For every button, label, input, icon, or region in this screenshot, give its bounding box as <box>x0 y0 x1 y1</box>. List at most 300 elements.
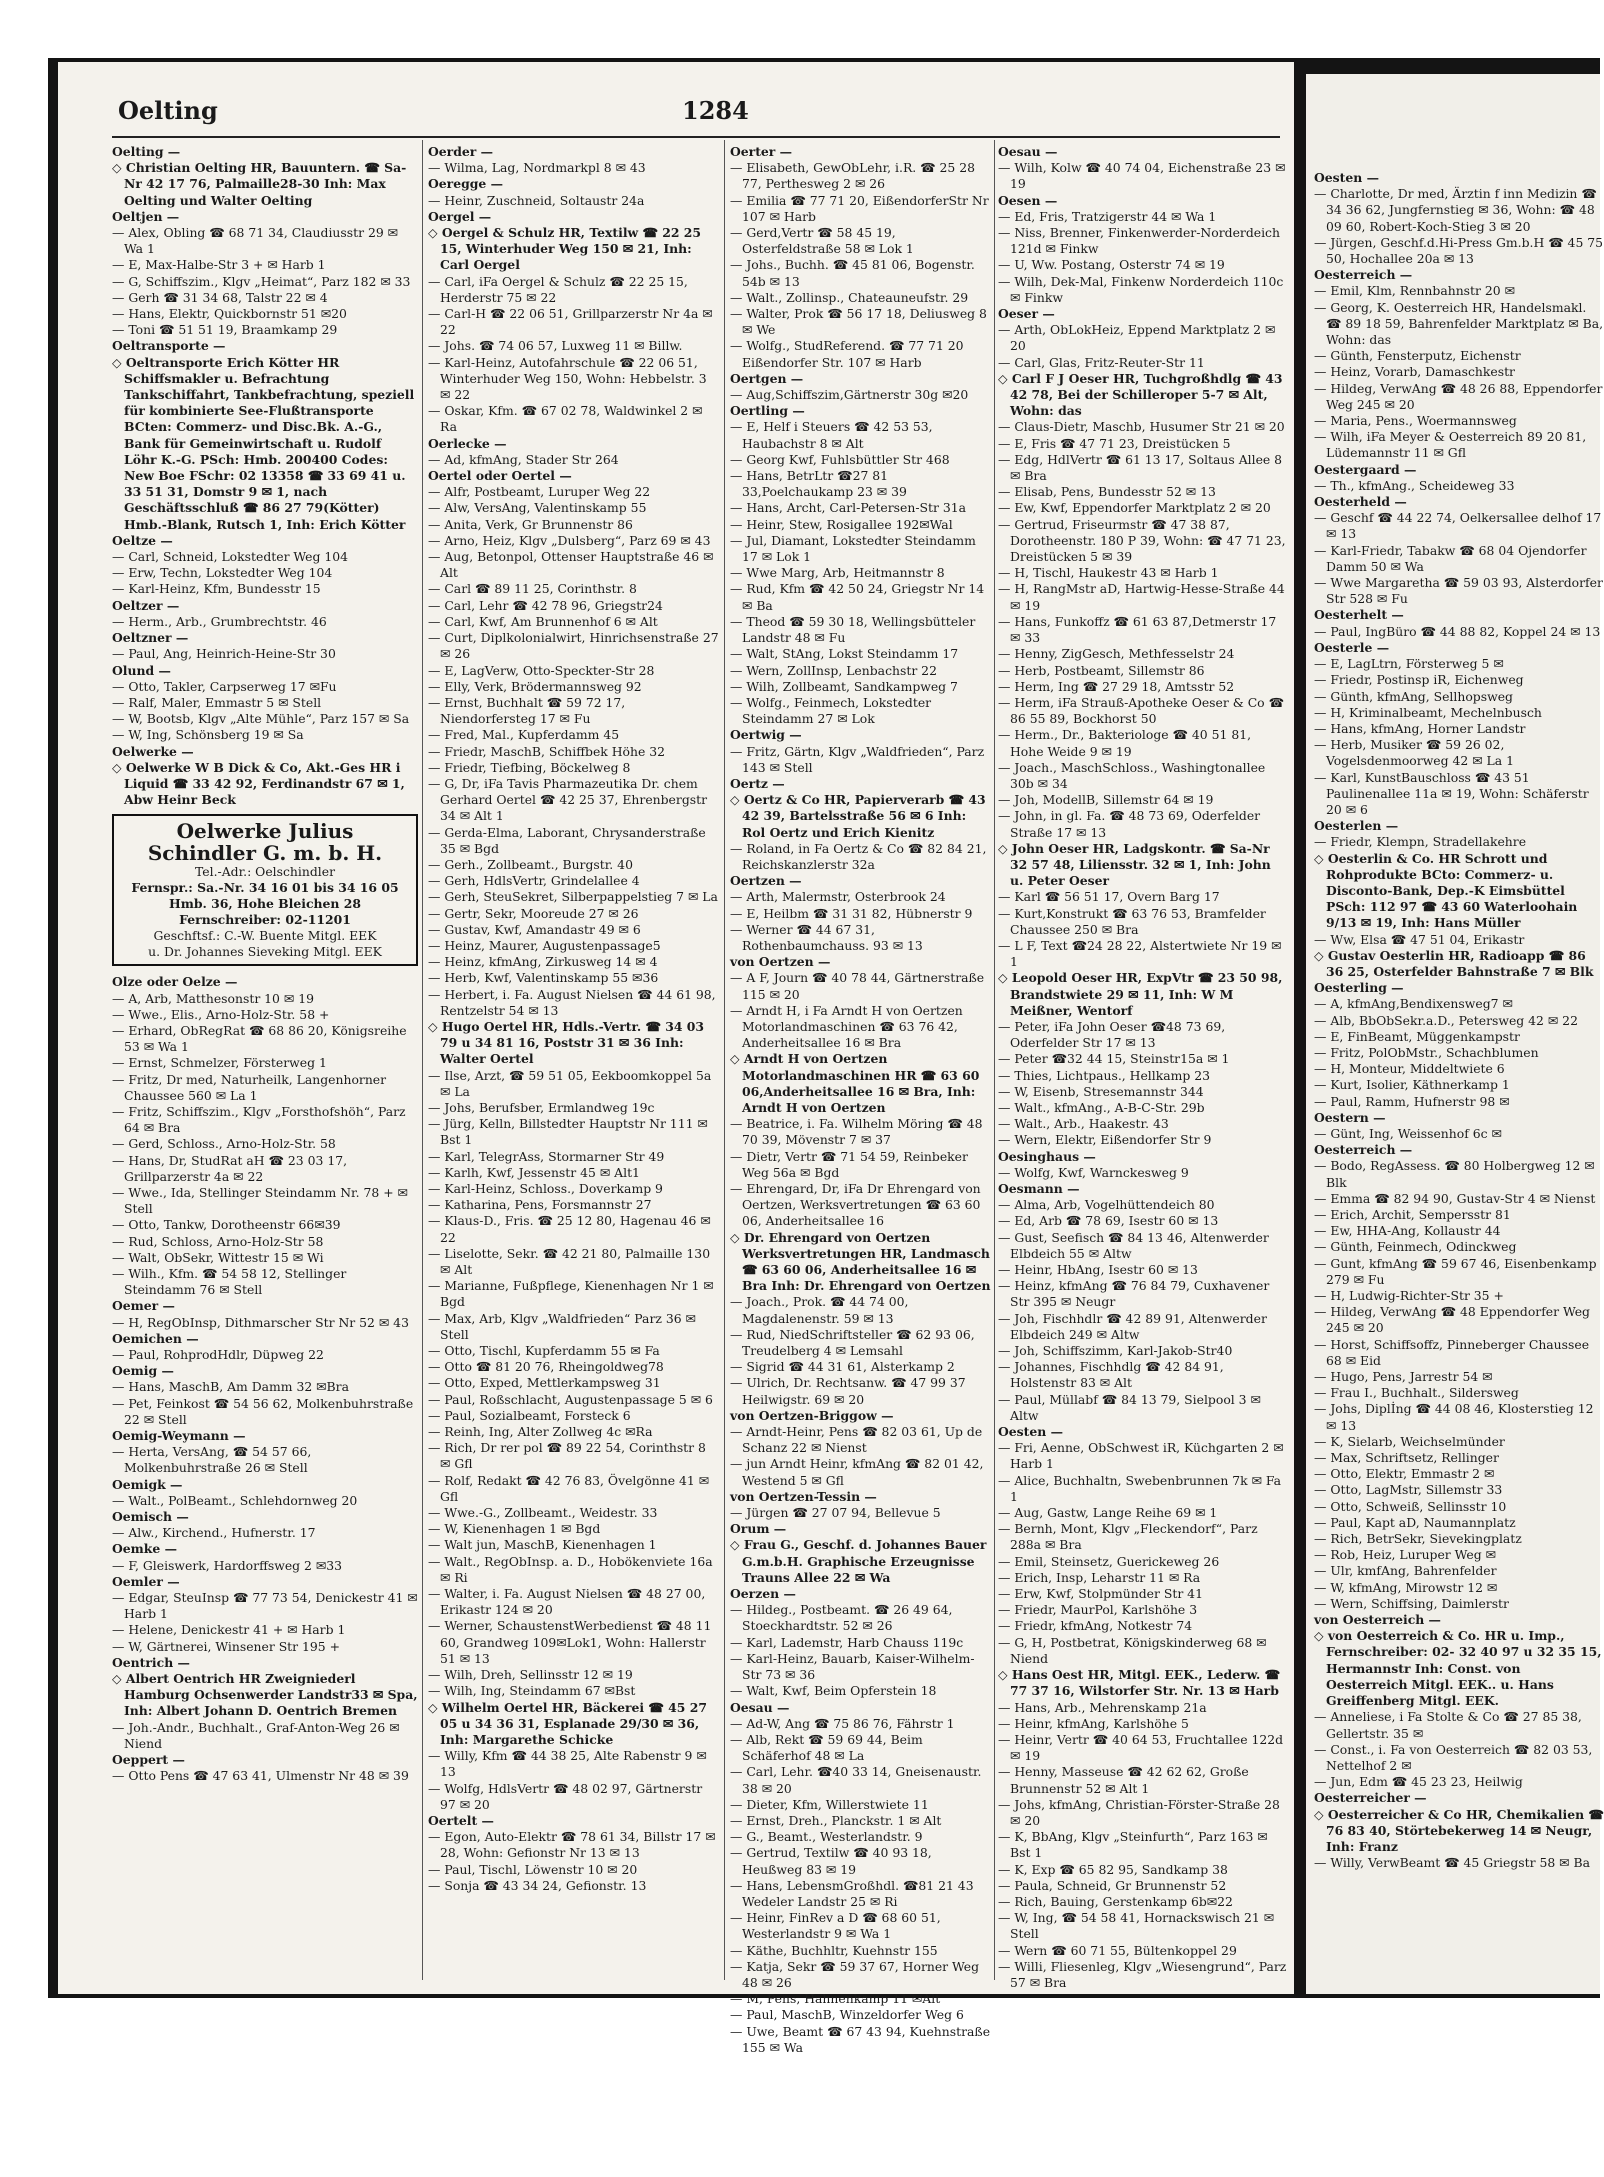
directory-entry: — Rich, BetrSekr, Sievekingplatz <box>1314 1531 1522 1547</box>
directory-entry: — Carl, Glas, Fritz-Reuter-Str 11 <box>998 354 1205 370</box>
directory-entry: — Aug, Gastw, Lange Reihe 69 ✉ 1 <box>998 1505 1218 1521</box>
directory-entry: — Ew, Kwf, Eppendorfer Marktplatz 2 ✉ 20 <box>998 500 1271 516</box>
directory-entry: — Otto ☎ 81 20 76, Rheingoldweg78 <box>428 1359 664 1375</box>
directory-entry: — W, Kienenhagen 1 ✉ Bgd <box>428 1521 601 1537</box>
directory-entry: — H, RegObInsp, Dithmarscher Str Nr 52 ✉ 43 <box>112 1314 409 1330</box>
directory-entry: — Wilma, Lag, Nordmarkpl 8 ✉ 43 <box>428 160 646 176</box>
directory-entry: — Günth, kfmAng, Sellhopsweg <box>1314 688 1513 704</box>
directory-entry: — Herm., Arb., Grumbrechtstr. 46 <box>112 613 327 629</box>
directory-entry: — Karl, Lademstr, Harb Chauss 119c <box>730 1634 964 1650</box>
directory-entry: — Paul, Ang, Heinrich-Heine-Str 30 <box>112 646 336 662</box>
directory-heading: Oeppert — <box>112 1752 185 1768</box>
directory-entry: — Gerd, Schloss., Arno-Holz-Str. 58 <box>112 1136 336 1152</box>
directory-entry: — Otto, Tischl, Kupferdamm 55 ✉ Fa <box>428 1343 660 1359</box>
ad-address: Hmb. 36, Hohe Bleichen 28 <box>169 896 361 912</box>
directory-heading: Oeltze — <box>112 532 173 548</box>
directory-heading: Oemigk — <box>112 1476 183 1492</box>
directory-heading: Oeltzer — <box>112 597 180 613</box>
directory-heading: ◇ Carl F J Oeser HR, Tuchgroßhdlg ☎ 43 42 78, Bei der Schilleroper 5-7 ✉ Alt, Wohn: das <box>998 370 1283 419</box>
directory-entry: — Heinr, Zuschneid, Soltaustr 24a <box>428 192 645 208</box>
directory-entry: — Willi, Fliesenleg, Klgv „Wiesengrund“, Parz 57 ✉ Bra <box>998 1958 1287 1990</box>
directory-entry: — Walt., Arb., Haakestr. 43 <box>998 1116 1169 1132</box>
directory-entry: — Hans, BetrLtr ☎27 81 33,Poelchaukamp 23 ✉ 39 <box>730 468 907 500</box>
directory-entry: — Otto, Exped, Mettlerkampsweg 31 <box>428 1375 661 1391</box>
directory-entry: — Uwe, Beamt ☎ 67 43 94, Kuehnstraße 155 ✉ Wa <box>730 2023 991 2055</box>
directory-entry: — Heinr, Stew, Rosigallee 192✉Wal <box>730 516 953 532</box>
directory-entry: — Alice, Buchhaltn, Swebenbrunnen 7k ✉ Fa 1 <box>998 1472 1282 1504</box>
directory-entry: — Erhard, ObRegRat ☎ 68 86 20, Königsreihe 53 ✉ Wa 1 <box>112 1022 407 1055</box>
directory-heading: ◇ von Oesterreich & Co. HR u. Imp., Fernschreiber: 02- 32 40 97 u 32 35 15, Hermannstr Inh: Const. von Oesterreich Mitgl. EEK.. u. Hans Greiffenberg Mitgl. EEK. <box>1314 1628 1602 1709</box>
directory-entry: — Karl-Heinz, Bauarb, Kaiser-Wilhelm-Str 73 ✉ 36 <box>730 1650 975 1683</box>
directory-entry: — Kurt, Isolier, Käthnerkamp 1 <box>1314 1077 1510 1093</box>
directory-heading: Oertelt — <box>428 1812 494 1828</box>
directory-entry: — Charlotte, Dr med, Ärztin f inn Medizin ☎ 34 36 62, Jungfernstieg ✉ 36, Wohn: ☎ 48 09 60, Robert-Koch-Stieg 3 ✉ 20 <box>1314 186 1597 234</box>
directory-entry: — Walt, StAng, Lokst Steindamm 17 <box>730 646 959 662</box>
directory-entry: — Gunt, kfmAng ☎ 59 67 46, Eisenbenkamp 279 ✉ Fu <box>1314 1255 1597 1287</box>
directory-heading: ◇ Hugo Oertel HR, Hdls.-Vertr. ☎ 34 03 79 u 34 81 16, Poststr 31 ✉ 36 Inh: Walter Oertel <box>428 1018 705 1067</box>
directory-entry: — Heinr, FinRev a D ☎ 68 60 51, Westerlandstr 9 ✉ Wa 1 <box>730 1910 941 1942</box>
directory-entry: — Dietr, Vertr ☎ 71 54 59, Reinbeker Weg 56a ✉ Bgd <box>730 1148 968 1180</box>
directory-entry: — Karlh, Kwf, Jessenstr 45 ✉ Alt1 <box>428 1164 640 1180</box>
ad-name-line-1: Oelwerke Julius <box>176 819 354 844</box>
directory-entry: — Herbert, i. Fa. August Nielsen ☎ 44 61 98, Rentzelstr 54 ✉ 13 <box>428 986 716 1018</box>
directory-heading: ◇ Oesterreicher & Co HR, Chemikalien ☎ 76 83 40, Störtebekerweg 14 ✉ Neugr, Inh: Franz <box>1314 1806 1604 1854</box>
directory-entry: — Walt, Kwf, Beim Opferstein 18 <box>730 1683 937 1699</box>
directory-entry: — Helene, Denickestr 41 + ✉ Harb 1 <box>112 1622 346 1638</box>
directory-entry: — H, Kriminalbeamt, Mechelnbusch <box>1314 704 1542 720</box>
directory-entry: — Heinr, HbAng, Isestr 60 ✉ 13 <box>998 1262 1198 1278</box>
directory-entry: — Edgar, SteuInsp ☎ 77 73 54, Denickestr 41 ✉ Harb 1 <box>112 1590 418 1622</box>
directory-entry: — G., Beamt., Westerlandstr. 9 <box>730 1829 923 1845</box>
directory-entry: — Joh, Schiffszimm, Karl-Jakob-Str40 <box>998 1343 1233 1359</box>
directory-entry: — Carl, Lehr ☎ 42 78 96, Griegstr24 <box>428 597 663 613</box>
directory-entry: — Paul, Müllabf ☎ 84 13 79, Sielpool 3 ✉ Altw <box>998 1391 1261 1423</box>
directory-entry: — Willy, Kfm ☎ 44 38 25, Alte Rabenstr 9 ✉ 13 <box>428 1748 707 1780</box>
directory-entry: — Herb, Kwf, Valentinskamp 55 ✉36 <box>428 970 659 986</box>
directory-entry: — Carl, Kwf, Am Brunnenhof 6 ✉ Alt <box>428 613 658 629</box>
directory-entry: — Paul, Tischl, Löwenstr 10 ✉ 20 <box>428 1861 638 1877</box>
directory-entry: — Anneliese, i Fa Stolte & Co ☎ 27 85 38, Gellertstr. 35 ✉ <box>1314 1709 1582 1741</box>
directory-entry: — G, Schiffszim., Klgv „Heimat“, Parz 182 ✉ 33 <box>112 273 411 289</box>
directory-entry: — Hans, Elektr, Quickbornstr 51 ✉20 <box>112 306 347 322</box>
directory-heading: ◇ John Oeser HR, Ladgskontr. ☎ Sa-Nr 32 57 48, Liliensstr. 32 ✉ 1, Inh: John u. Peter Oeser <box>998 840 1271 889</box>
column-4 <box>998 144 1288 1990</box>
directory-entry: — Jul, Diamant, Lokstedter Steindamm 17 ✉ Lok 1 <box>730 532 976 565</box>
directory-heading: Oemler — <box>112 1573 180 1589</box>
directory-entry: — Ehrengard, Dr, iFa Dr Ehrengard von Oertzen, Werksvertretungen ☎ 63 60 06, Anderheitsallee 16 <box>730 1181 981 1229</box>
directory-heading: von Oertzen-Briggow — <box>730 1407 894 1423</box>
directory-entry: — Johannes, Fischhdlg ☎ 42 84 91, Holstenstr 83 ✉ Alt <box>998 1359 1224 1391</box>
directory-entry: — Ernst, Schmelzer, Försterweg 1 <box>112 1055 327 1071</box>
next-page-entries <box>1314 170 1604 1871</box>
directory-entry: — Günth, Feinmech, Odinckweg <box>1314 1239 1517 1255</box>
directory-entry: — Rich, Bauing, Gerstenkamp 6b✉22 <box>998 1893 1233 1909</box>
directory-entry: — Emilia ☎ 77 71 20, EißendorferStr Nr 107 ✉ Harb <box>730 192 989 224</box>
directory-entry: — Karl-Heinz, Kfm, Bundesstr 15 <box>112 581 321 597</box>
directory-entry: — Elisab, Pens, Bundesstr 52 ✉ 13 <box>998 484 1216 500</box>
directory-entry: — Niss, Brenner, Finkenwerder-Norderdeich 121d ✉ Finkw <box>998 225 1280 257</box>
directory-heading: Oerlecke — <box>428 435 507 451</box>
directory-entry: — Oskar, Kfm. ☎ 67 02 78, Waldwinkel 2 ✉ Ra <box>428 403 703 435</box>
directory-entry: — Elisabeth, GewObLehr, i.R. ☎ 25 28 77, Perthesweg 2 ✉ 26 <box>730 160 976 192</box>
directory-heading: von Oesterreich — <box>1314 1612 1441 1628</box>
next-page-column <box>1314 170 1604 1970</box>
directory-heading: ◇ Albert Oentrich HR Zweigniederl Hamburg Ochsenwerder Landstr33 ✉ Spa, Inh: Albert Johann D. Oentrich Bremen <box>112 1671 418 1719</box>
directory-heading: Oertgen — <box>730 370 804 386</box>
directory-entry: — F, Gleiswerk, Hardorffsweg 2 ✉33 <box>112 1557 343 1573</box>
directory-entry: — Wwe.-G., Zollbeamt., Weidestr. 33 <box>428 1505 658 1521</box>
directory-heading: Oemer — <box>112 1298 175 1314</box>
directory-entry: — Reinh, Ing, Alter Zollweg 4c ✉Ra <box>428 1424 653 1440</box>
directory-heading: Oelting — <box>112 144 181 159</box>
directory-entry: — Wilh, Zollbeamt, Sandkampweg 7 <box>730 678 958 694</box>
directory-entry: — W, Bootsb, Klgv „Alte Mühle“, Parz 157 ✉ Sa <box>112 711 410 727</box>
directory-entry: — W, Ing, ☎ 54 58 41, Hornackswisch 21 ✉ Stell <box>998 1910 1275 1942</box>
directory-entry: — Hans, Dr, StudRat aH ☎ 23 03 17, Grillparzerstr 4a ✉ 22 <box>112 1152 348 1184</box>
directory-entry: — Bernh, Mont, Klgv „Fleckendorf“, Parz 288a ✉ Bra <box>998 1521 1258 1553</box>
directory-entry: — Karl, KunstBauschloss ☎ 43 51 Paulinenallee 11a ✉ 19, Wohn: Schäferstr 20 ✉ 6 <box>1314 769 1589 817</box>
directory-entry: — Friedr, Klempn, Stradellakehre <box>1314 834 1527 850</box>
directory-entry: — Rud, NiedSchriftsteller ☎ 62 93 06, Treudelberg 4 ✉ Lemsahl <box>730 1326 975 1359</box>
directory-entry: — Paul, RohprodHdlr, Düpweg 22 <box>112 1347 324 1362</box>
directory-entry: — Walter, i. Fa. August Nielsen ☎ 48 27 00, Erikastr 124 ✉ 20 <box>428 1586 706 1618</box>
directory-entry: — Otto, Takler, Carpserweg 17 ✉Fu <box>112 678 337 694</box>
directory-heading: Oeltzner — <box>112 630 189 646</box>
directory-entry: — Roland, in Fa Oertz & Co ☎ 82 84 21, Reichskanzlerstr 32a <box>730 840 987 872</box>
column-divider <box>422 140 423 1980</box>
directory-heading: Oestergaard — <box>1314 461 1417 477</box>
directory-entry: — Johs., Buchh. ☎ 45 81 06, Bogenstr. 54b ✉ 13 <box>730 257 975 289</box>
directory-entry: — Otto, LagMstr, Sillemstr 33 <box>1314 1482 1503 1498</box>
directory-entry: — Joach., MaschSchloss., Washingtonallee 30b ✉ 34 <box>998 759 1266 791</box>
directory-heading: von Oertzen — <box>730 954 831 970</box>
directory-entry: — E, LagLtrn, Försterweg 5 ✉ <box>1314 656 1504 672</box>
directory-entry: — Pet, Feinkost ☎ 54 56 62, Molkenbuhrstraße 22 ✉ Stell <box>112 1395 414 1427</box>
directory-heading: Oertz — <box>730 775 785 791</box>
directory-heading: ◇ Arndt H von Oertzen Motorlandmaschinen HR ☎ 63 60 06,Anderheitsallee 16 ✉ Bra, Inh: Arndt H von Oertzen <box>730 1051 980 1115</box>
directory-heading: ◇ Leopold Oeser HR, ExpVtr ☎ 23 50 98, Brandstwiete 29 ✉ 11, Inh: W M Meißner, Wentorf <box>998 970 1283 1018</box>
directory-entry: — Günth, Fensterputz, Eichenstr <box>1314 348 1521 364</box>
directory-entry: — M, Pens, Hahnenkamp 11 ✉Alt <box>730 1991 941 2007</box>
directory-entry: — Werner ☎ 44 67 31, Rothenbaumchauss. 93 ✉ 13 <box>730 921 923 953</box>
directory-entry: — E, LagVerw, Otto-Speckter-Str 28 <box>428 662 655 678</box>
directory-entry: — E, Max-Halbe-Str 3 + ✉ Harb 1 <box>112 257 326 273</box>
directory-entry: — Wern ☎ 60 71 55, Bültenkoppel 29 <box>998 1942 1237 1958</box>
directory-entry: — Walt., kfmAng., A-B-C-Str. 29b <box>998 1099 1205 1115</box>
directory-entry: — Otto, Elektr, Emmastr 2 ✉ <box>1314 1466 1495 1482</box>
directory-heading: ◇ Oergel & Schulz HR, Textilw ☎ 22 25 15, Winterhuder Weg 150 ✉ 21, Inh: Carl Oergel <box>428 225 702 273</box>
directory-entry: — Carl, Schneid, Lokstedter Weg 104 <box>112 549 349 565</box>
directory-entry: — Wilh, iFa Meyer & Oesterreich 89 20 81, Lüdemannstr 11 ✉ Gfl <box>1314 429 1587 461</box>
directory-entry: — Hildeg., Postbeamt. ☎ 26 49 64, Stoeckhardtstr. 52 ✉ 26 <box>730 1602 953 1634</box>
directory-entry: — Otto, Tankw, Dorotheenstr 66✉39 <box>112 1217 341 1233</box>
directory-entry: — Henny, ZigGesch, Methfesselstr 24 <box>998 646 1235 662</box>
directory-entry: — Arndt-Heinr, Pens ☎ 82 03 61, Up de Schanz 22 ✉ Nienst <box>730 1424 983 1456</box>
directory-entry: — Friedr, MaurPol, Karlshöhe 3 <box>998 1602 1198 1618</box>
directory-heading: ◇ Oeltransporte Erich Kötter HR Schiffsmakler u. Befrachtung Tankschiffahrt, Tankbefrachtung, speziell für kombinierte See-Flußtransporte BCten: Commerz- und Disc.Bk. A.-G., Bank für Gemeinwirtschaft u. Rudolf Löhr K.-G. PSch: Hmb. 200400 Codes: New Boe FSchr: 02 13358 ☎ 33 69 41 u. 33 51 31, Domstr 9 ✉ 1, nach Geschäftsschluß ☎ 86 27 79(Kötter) Hmb.-Blank, Rutsch 1, Inh: Erich Kötter <box>112 354 415 532</box>
directory-entry: — Walt., RegObInsp. a. D., Hobökenviete 16a ✉ Ri <box>428 1553 713 1585</box>
directory-entry: — Fritz, Gärtn, Klgv „Waldfrieden“, Parz 143 ✉ Stell <box>730 743 985 775</box>
directory-entry: — Paul, Kapt aD, Naumannplatz <box>1314 1514 1516 1530</box>
directory-heading: Oesterreich — <box>1314 267 1413 283</box>
directory-entry: — Wolfg., StudReferend. ☎ 77 71 20 Eißendorfer Str. 107 ✉ Harb <box>730 338 964 370</box>
directory-heading: Oertel oder Oertel — <box>428 468 572 484</box>
directory-entry: — Hans, Funkoffz ☎ 61 63 87,Detmerstr 17 ✉ 33 <box>998 613 1277 646</box>
directory-entry: — Th., kfmAng., Scheideweg 33 <box>1314 477 1515 493</box>
directory-entry: — Alb, Rekt ☎ 59 69 44, Beim Schäferhof 48 ✉ La <box>730 1731 923 1764</box>
page-number: 1284 <box>682 96 749 125</box>
directory-entry: — Friedr, Tiefbing, Böckelweg 8 <box>428 759 631 775</box>
directory-heading: ◇ Wilhelm Oertel HR, Bäckerei ☎ 45 27 05 u 34 36 31, Esplanade 29/30 ✉ 36, Inh: Margarethe Schicke <box>428 1699 707 1747</box>
directory-entry: — Maria, Pens., Woermannsweg <box>1314 413 1517 429</box>
directory-entry: — Erw, Kwf, Stolpmünder Str 41 <box>998 1586 1203 1602</box>
directory-entry: — Alex, Obling ☎ 68 71 34, Claudiusstr 29 ✉ Wa 1 <box>112 225 399 257</box>
directory-entry: — Peter ☎32 44 15, Steinstr15a ✉ 1 <box>998 1051 1230 1067</box>
directory-entry: — Paula, Schneid, Gr Brunnenstr 52 <box>998 1877 1227 1893</box>
directory-entry: — Beatrice, i. Fa. Wilhelm Möring ☎ 48 70 39, Mövenstr 7 ✉ 37 <box>730 1116 983 1148</box>
directory-entry: — Const., i. Fa von Oesterreich ☎ 82 03 53, Nettelhof 2 ✉ <box>1314 1741 1593 1773</box>
directory-entry: — Emma ☎ 82 94 90, Gustav-Str 4 ✉ Nienst <box>1314 1190 1596 1206</box>
directory-entry: — Hans, LebensmGroßhdl. ☎81 21 43 Wedeler Landstr 25 ✉ Ri <box>730 1877 974 1909</box>
advertisement-oelwerke-schindler <box>112 814 418 966</box>
directory-entry: — Gust, Seefisch ☎ 84 13 46, Altenwerder Elbdeich 55 ✉ Altw <box>998 1229 1269 1261</box>
directory-entry: — Emil, Klm, Rennbahnstr 20 ✉ <box>1314 283 1515 299</box>
directory-entry: — Walt jun, MaschB, Kienenhagen 1 <box>428 1537 657 1553</box>
directory-entry: — Hildeg, VerwAng ☎ 48 26 88, Eppendorfer Weg 245 ✉ 20 <box>1314 380 1603 412</box>
column-1-entries-bottom <box>112 974 418 1784</box>
directory-entry: — Marianne, Fußpflege, Kienenhagen Nr 1 ✉ Bgd <box>428 1278 714 1310</box>
directory-entry: — Ilse, Arzt, ☎ 59 51 05, Eekboomkoppel 5a ✉ La <box>428 1067 712 1099</box>
directory-heading: Oentrich — <box>112 1654 190 1670</box>
directory-heading: Oestern — <box>1314 1109 1386 1125</box>
directory-entry: — Günt, Ing, Weissenhof 6c ✉ <box>1314 1125 1502 1141</box>
directory-entry: — Ew, HHA-Ang, Kollaustr 44 <box>1314 1223 1501 1239</box>
directory-entry: — E, Heilbm ☎ 31 31 82, Hübnerstr 9 <box>730 905 973 921</box>
directory-entry: — Walt., PolBeamt., Schlehdornweg 20 <box>112 1492 358 1508</box>
directory-heading: Oertwig — <box>730 727 802 743</box>
directory-entry: — Gertrud, Friseurmstr ☎ 47 38 87, Dorotheenstr. 180 P 39, Wohn: ☎ 47 71 23, Dreistücken 5 ✉ 39 <box>998 516 1286 565</box>
directory-entry: — Walt., Zollinsp., Chateauneufstr. 29 <box>730 289 969 305</box>
directory-entry: — Edg, HdlVertr ☎ 61 13 17, Soltaus Allee 8 ✉ Bra <box>998 451 1283 484</box>
directory-heading: Oesau — <box>730 1699 790 1715</box>
directory-heading: Oemke — <box>112 1541 177 1557</box>
directory-entry: — Ernst, Buchhalt ☎ 59 72 17, Niendorfersteg 17 ✉ Fu <box>428 694 626 727</box>
directory-heading: Oesinghaus — <box>998 1148 1096 1164</box>
directory-heading: Oertling — <box>730 403 805 419</box>
column-1 <box>112 144 418 1980</box>
directory-heading: ◇ Gustav Oesterlin HR, Radioapp ☎ 86 36 25, Osterfelder Bahnstraße 7 ✉ Blk <box>1314 947 1594 979</box>
directory-entry: — Wwe Marg, Arb, Heitmannstr 8 <box>730 565 945 581</box>
directory-entry: — Wilh, Ing, Steindamm 67 ✉Bst <box>428 1683 636 1699</box>
directory-entry: — Gerh, HdlsVertr, Grindelallee 4 <box>428 873 640 889</box>
directory-entry: — Rud, Kfm ☎ 42 50 24, Griegstr Nr 14 ✉ Ba <box>730 581 985 613</box>
column-divider <box>724 140 725 1980</box>
directory-entry: — Alfr, Postbeamt, Luruper Weg 22 <box>428 484 651 500</box>
directory-heading: Oesterle — <box>1314 639 1390 655</box>
directory-entry: — E, Fris ☎ 47 71 23, Dreistücken 5 <box>998 435 1231 451</box>
directory-entry: — Emil, Steinsetz, Guerickeweg 26 <box>998 1553 1220 1569</box>
directory-heading: ◇ Dr. Ehrengard von Oertzen Werksvertretungen HR, Landmasch ☎ 63 60 06, Anderheitsallee 16 ✉Bra Inh: Dr. Ehrengard von Oertzen <box>730 1229 991 1294</box>
directory-entry: — Alma, Arb, Vogelhüttendeich 80 <box>998 1197 1215 1213</box>
directory-entry: — K, BbAng, Klgv „Steinfurth“, Parz 163 ✉ Bst 1 <box>998 1829 1268 1861</box>
directory-heading: Oelwerke — <box>112 743 194 759</box>
directory-entry: — Hans, Archt, Carl-Petersen-Str 31a <box>730 500 967 516</box>
column-1-entries-top <box>112 144 418 808</box>
directory-entry: — Gertrud, Textilw ☎ 40 93 18, Heußweg 83 ✉ 19 <box>730 1845 932 1877</box>
directory-entry: — Johs, kfmAng, Christian-Förster-Straße 28 ✉ 20 <box>998 1796 1280 1828</box>
directory-heading: Oesten — <box>1314 170 1379 185</box>
ad-telex: Fernschreiber: 02-11201 <box>179 912 351 928</box>
directory-entry: — E, Helf i Steuers ☎ 42 53 53, Haubachstr 8 ✉ Alt <box>730 419 933 451</box>
directory-entry: — Kurt,Konstrukt ☎ 63 76 53, Bramfelder Chaussee 250 ✉ Bra <box>998 905 1266 937</box>
directory-entry: — Rob, Heiz, Luruper Weg ✉ <box>1314 1547 1496 1563</box>
column-4-entries <box>998 144 1288 1991</box>
directory-entry: — Ed, Arb ☎ 78 69, Isestr 60 ✉ 13 <box>998 1213 1219 1229</box>
directory-entry: — Rud, Schloss, Arno-Holz-Str 58 <box>112 1233 324 1249</box>
directory-entry: — Georg Kwf, Fuhlsbüttler Str 468 <box>730 451 950 467</box>
ad-phone: Fernspr.: Sa.-Nr. 34 16 01 bis 34 16 05 <box>131 880 399 896</box>
directory-entry: — Herm, iFa Strauß-Apotheke Oeser & Co ☎ 86 55 89, Bockhorst 50 <box>998 694 1285 727</box>
directory-entry: — Jürgen, Geschf.d.Hi-Press Gm.b.H ☎ 45 75 50, Hochallee 20a ✉ 13 <box>1314 234 1604 267</box>
directory-entry: — Herb, Musiker ☎ 59 26 02, Vogelsdenmoorweg 42 ✉ La 1 <box>1314 737 1514 769</box>
directory-entry: — Heinz, kfmAng, Zirkusweg 14 ✉ 4 <box>428 954 658 970</box>
next-page-edge <box>1306 74 1604 1994</box>
directory-entry: — Ulr, kmfAng, Bahrenfelder <box>1314 1563 1497 1579</box>
directory-entry: — Johs, Diplİng ☎ 44 08 46, Klosterstieg 12 ✉ 13 <box>1314 1401 1594 1433</box>
directory-entry: — Wern, ZollInsp, Lenbachstr 22 <box>730 662 937 678</box>
ad-manager-1: Geschftsf.: C.-W. Buente Mitgl. EEK <box>153 928 377 944</box>
directory-entry: — Wilh, Dreh, Sellinsstr 12 ✉ 19 <box>428 1667 633 1683</box>
directory-entry: — Wolfg., Feinmech, Lokstedter Steindamm 27 ✉ Lok <box>730 694 932 727</box>
directory-entry: — Hans, Arb., Mehrenskamp 21a <box>998 1699 1207 1715</box>
directory-entry: — Peter, iFa John Oeser ☎48 73 69, Oderfelder Str 17 ✉ 13 <box>998 1018 1226 1051</box>
directory-entry: — Herm, Ing ☎ 27 29 18, Amtsstr 52 <box>998 678 1235 694</box>
directory-entry: — Johs, Berufsber, Ermlandweg 19c <box>428 1099 655 1115</box>
directory-heading: Oeregge — <box>428 176 504 192</box>
directory-entry: — K, Exp ☎ 65 82 95, Sandkamp 38 <box>998 1861 1228 1877</box>
directory-entry: — Joh, ModellB, Sillemstr 64 ✉ 19 <box>998 792 1214 808</box>
header-rule <box>112 136 1280 138</box>
directory-entry: — H, Tischl, Haukestr 43 ✉ Harb 1 <box>998 565 1219 581</box>
directory-heading: Oerder — <box>428 144 493 159</box>
directory-entry: — Fri, Aenne, ObSchwest iR, Küchgarten 2 ✉ Harb 1 <box>998 1440 1284 1472</box>
column-3-entries <box>730 144 992 2056</box>
directory-heading: Olze oder Oelze — <box>112 974 238 990</box>
directory-heading: Oesterheld — <box>1314 494 1407 510</box>
directory-entry: — Georg, K. Oesterreich HR, Handelsmakl. ☎ 89 18 59, Bahrenfelder Marktplatz ✉ Ba, Wohn: das <box>1314 299 1604 348</box>
directory-entry: — W, Gärtnerei, Winsener Str 195 + <box>112 1638 340 1654</box>
directory-heading: Oesterhelt — <box>1314 607 1404 623</box>
directory-entry: — Geschf ☎ 44 22 74, Oelkersallee delhof 17 ✉ 13 <box>1314 510 1602 542</box>
directory-heading: Oesterreich — <box>1314 1142 1413 1158</box>
directory-entry: — H, Ludwig-Richter-Str 35 + <box>1314 1288 1504 1304</box>
directory-entry: — Henny, Masseuse ☎ 42 62 62, Große Brunnenstr 52 ✉ Alt 1 <box>998 1764 1249 1796</box>
directory-entry: — Wolfg, HdlsVertr ☎ 48 02 97, Gärtnerstr 97 ✉ 20 <box>428 1780 703 1812</box>
directory-entry: — Heinz, Vorarb, Damaschkestr <box>1314 364 1515 380</box>
directory-heading: Oergel — <box>428 208 492 224</box>
directory-heading: Oesen — <box>998 192 1058 208</box>
directory-entry: — Fritz, PolObMstr., Schachblumen <box>1314 1044 1539 1060</box>
directory-entry: — Sigrid ☎ 44 31 61, Alsterkamp 2 <box>730 1359 955 1375</box>
directory-entry: — L F, Text ☎24 28 22, Alstertwiete Nr 19 ✉ 1 <box>998 937 1282 970</box>
directory-entry: — Karl ☎ 56 51 17, Overn Barg 17 <box>998 889 1220 905</box>
directory-entry: — H, RangMstr aD, Hartwig-Hesse-Straße 44 ✉ 19 <box>998 581 1285 613</box>
directory-heading: Oerzen — <box>730 1586 796 1602</box>
directory-entry: — Gustav, Kwf, Amandastr 49 ✉ 6 <box>428 921 641 937</box>
directory-entry: — Fritz, Schiffszim., Klgv „Forsthofshöh“, Parz 64 ✉ Bra <box>112 1103 406 1136</box>
directory-entry: — Walter, Prok ☎ 56 17 18, Deliusweg 8 ✉ We <box>730 306 987 338</box>
directory-entry: — Arth, Malermstr, Osterbrook 24 <box>730 889 946 905</box>
directory-entry: — Karl-Heinz, Schloss., Doverkamp 9 <box>428 1181 663 1196</box>
directory-entry: — Fred, Mal., Kupferdamm 45 <box>428 727 620 743</box>
directory-entry: — Gerd,Vertr ☎ 58 45 19, Osterfeldstraße 58 ✉ Lok 1 <box>730 225 914 257</box>
directory-entry: — John, in gl. Fa. ☎ 48 73 69, Oderfelder Straße 17 ✉ 13 <box>998 808 1261 840</box>
directory-entry: — Curt, Diplkolonialwirt, Hinrichsenstraße 27 ✉ 26 <box>428 630 719 662</box>
directory-entry: — Ralf, Maler, Emmastr 5 ✉ Stell <box>112 694 322 710</box>
directory-entry: — Erich, Insp, Leharstr 11 ✉ Ra <box>998 1569 1201 1585</box>
directory-entry: — Klaus-D., Fris. ☎ 25 12 80, Hagenau 46 ✉ 22 <box>428 1213 711 1245</box>
directory-entry: — Horst, Schiffsoffz, Pinneberger Chaussee 68 ✉ Eid <box>1314 1336 1590 1368</box>
directory-entry: — H, Monteur, Middeltwiete 6 <box>1314 1061 1505 1077</box>
directory-heading: Oeser — <box>998 306 1055 322</box>
directory-entry: — Carl-H ☎ 22 06 51, Grillparzerstr Nr 4a ✉ 22 <box>428 306 713 338</box>
directory-entry: — Ad-W, Ang ☎ 75 86 76, Fährstr 1 <box>730 1715 955 1731</box>
directory-entry: — Paul, IngBüro ☎ 44 88 82, Koppel 24 ✉ 13 <box>1314 623 1601 639</box>
directory-entry: — Wilh, Dek-Mal, Finkenw Norderdeich 110c ✉ Finkw <box>998 273 1284 305</box>
column-divider <box>994 140 995 1980</box>
directory-entry: — Gerda-Elma, Laborant, Chrysanderstraße 35 ✉ Bgd <box>428 824 706 856</box>
directory-entry: — Herm., Dr., Bakteriologe ☎ 40 51 81, Hohe Weide 9 ✉ 19 <box>998 727 1252 759</box>
directory-entry: — Hugo, Pens, Jarrestr 54 ✉ <box>1314 1369 1493 1385</box>
directory-heading: Oesterreicher — <box>1314 1790 1427 1806</box>
directory-entry: — Wern, Elektr, Eißendorfer Str 9 <box>998 1132 1212 1148</box>
ad-telegram-address: Tel.-Adr.: Oelschindler <box>194 864 336 880</box>
directory-heading: ◇ Hans Oest HR, Mitgl. EEK., Lederw. ☎ 77 37 16, Wilstorfer Str. Nr. 13 ✉ Harb <box>998 1667 1281 1699</box>
column-3 <box>730 144 992 2055</box>
running-header-word: Oelting <box>118 96 218 125</box>
directory-entry: — Thies, Lichtpaus., Hellkamp 23 <box>998 1067 1211 1083</box>
directory-entry: — Herb, Postbeamt, Sillemstr 86 <box>998 662 1205 678</box>
directory-entry: — Karl-Heinz, Autofahrschule ☎ 22 06 51, Winterhuder Weg 150, Wohn: Hebbelstr. 3 ✉ 22 <box>428 354 707 403</box>
directory-entry: — Friedr, MaschB, Schiffbek Höhe 32 <box>428 743 666 759</box>
directory-entry: — Theod ☎ 59 30 18, Wellingsbütteler Landstr 48 ✉ Fu <box>730 613 976 646</box>
directory-heading: ◇ Christian Oelting HR, Bauuntern. ☎ Sa-Nr 42 17 76, Palmaille28-30 Inh: Max Oelting und Walter Oelting <box>112 160 407 208</box>
directory-heading: Oesmann — <box>998 1181 1080 1196</box>
directory-entry: — Wolfg, Kwf, Warnckesweg 9 <box>998 1164 1189 1180</box>
directory-entry: — Claus-Dietr, Maschb, Husumer Str 21 ✉ 20 <box>998 419 1285 435</box>
directory-entry: — A F, Journ ☎ 40 78 44, Gärtnerstraße 115 ✉ 20 <box>730 970 985 1002</box>
directory-entry: — Heinr, kfmAng, Karlshöhe 5 <box>998 1715 1189 1731</box>
directory-entry: — Paul, MaschB, Winzeldorfer Weg 6 <box>730 2007 964 2023</box>
directory-entry: — Alb, BbObSekr.a.D., Petersweg 42 ✉ 22 <box>1314 1012 1578 1028</box>
directory-entry: — Heinz, Maurer, Augustenpassage5 <box>428 937 661 953</box>
directory-entry: — Ulrich, Dr. Rechtsanw. ☎ 47 99 37 Heilwigstr. 69 ✉ 20 <box>730 1375 966 1407</box>
directory-heading: Orum — <box>730 1521 787 1537</box>
directory-heading: Oeltransporte — <box>112 338 226 354</box>
directory-entry: — Paul, Roßschlacht, Augustenpassage 5 ✉ 6 <box>428 1391 713 1407</box>
directory-entry: — Paul, Ramm, Hufnerstr 98 ✉ <box>1314 1093 1510 1109</box>
directory-entry: — Alw., Kirchend., Hufnerstr. 17 <box>112 1525 316 1541</box>
directory-entry: — Hildeg, VerwAng ☎ 48 Eppendorfer Weg 245 ✉ 20 <box>1314 1304 1590 1336</box>
directory-entry: — Erich, Archit, Sempersstr 81 <box>1314 1207 1511 1222</box>
column-2 <box>428 144 720 1980</box>
directory-entry: — Max, Arb, Klgv „Waldfrieden“ Parz 36 ✉ Stell <box>428 1310 696 1342</box>
directory-entry: — E, FinBeamt, Müggenkampstr <box>1314 1028 1520 1044</box>
directory-entry: — Wilh, Kolw ☎ 40 74 04, Eichenstraße 23 ✉ 19 <box>998 160 1286 192</box>
directory-entry: — Katharina, Pens, Forsmannstr 27 <box>428 1197 652 1213</box>
directory-entry: — Wwe., Elis., Arno-Holz-Str. 58 + <box>112 1006 330 1022</box>
directory-heading: Oeltjen — <box>112 208 180 224</box>
